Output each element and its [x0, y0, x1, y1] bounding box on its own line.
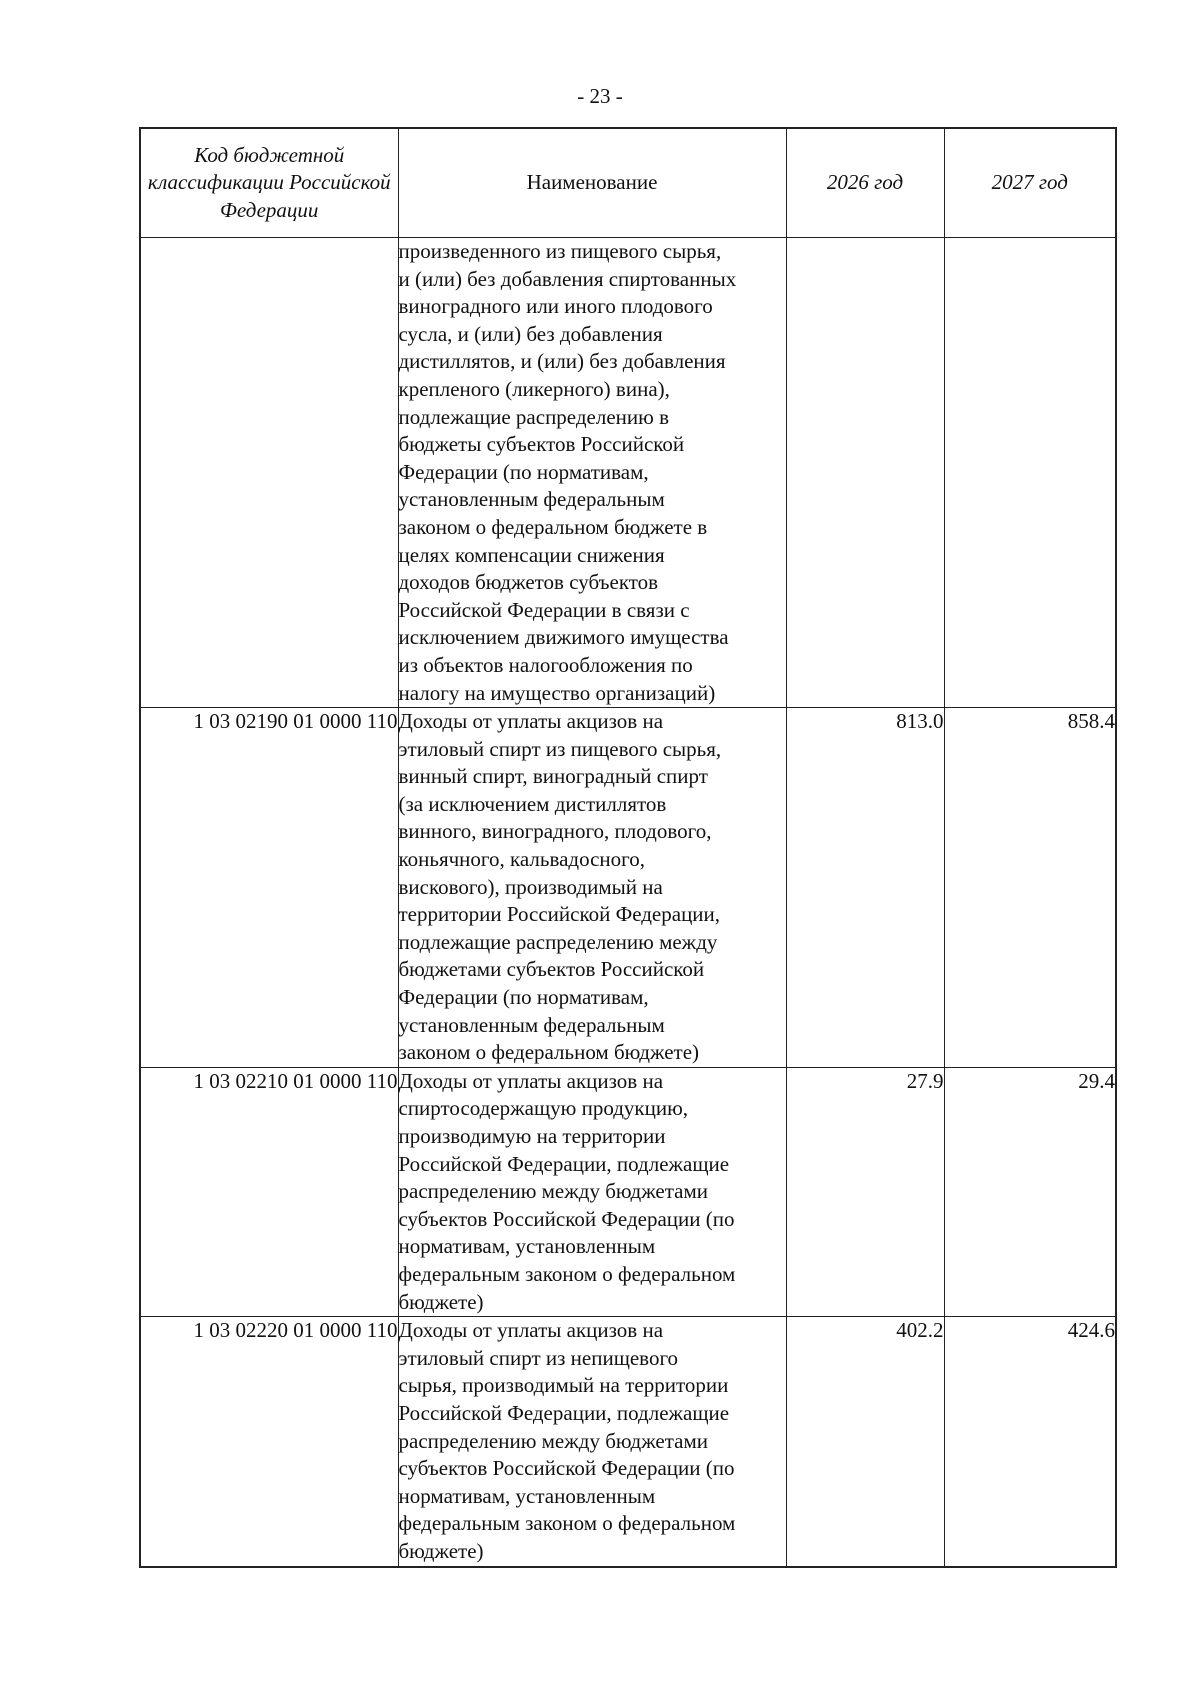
name-line: произведенного из пищевого сырья,	[398, 239, 722, 263]
table-row	[140, 1317, 1116, 1567]
row-value-2026	[786, 238, 944, 708]
name-line: из объектов налогообложения по	[398, 652, 693, 677]
name-line: Федерации (по нормативам,	[398, 985, 649, 1010]
header-code: Код бюджетной классификации Российской Федерации	[140, 128, 398, 238]
name-line: виноградного или иного плодового	[398, 294, 713, 319]
row-code: 1 03 02220 01 0000 110	[140, 1317, 398, 1567]
name-line: бюджете)	[398, 1289, 484, 1314]
name-line: бюджете)	[398, 1538, 484, 1563]
row-code	[140, 238, 398, 708]
name-line: целях компенсации снижения	[398, 542, 665, 567]
row-value-2027	[944, 238, 1116, 708]
name-line: исключением движимого имущества	[398, 625, 729, 650]
name-line: нормативам, установленным	[398, 1483, 656, 1508]
name-line: доходов бюджетов субъектов	[398, 570, 659, 595]
name-line: федеральным законом о федеральном	[398, 1261, 736, 1286]
name-line: этиловый спирт из непищевого	[398, 1345, 679, 1370]
name-line: и (или) без добавления спиртованных	[398, 266, 737, 291]
name-line: (за исключением дистиллятов	[398, 791, 667, 816]
row-name	[398, 1067, 786, 1316]
row-value-2026: 27.9	[786, 1067, 944, 1316]
name-line: Российской Федерации, подлежащие	[398, 1400, 730, 1425]
row-name	[398, 1317, 786, 1567]
name-line: федеральным законом о федеральном	[398, 1511, 736, 1536]
name-line: законом о федеральном бюджете в	[398, 514, 708, 539]
header-2026: 2026 год	[786, 128, 944, 238]
name-line: Российской Федерации в связи с	[398, 597, 690, 622]
name-line: сусла, и (или) без добавления	[398, 321, 663, 346]
row-code: 1 03 02210 01 0000 110	[140, 1067, 398, 1316]
name-line: распределению между бюджетами	[398, 1428, 709, 1453]
name-line: установленным федеральным	[398, 1012, 665, 1037]
row-value-2026: 402.2	[786, 1317, 944, 1567]
name-line: Доходы от уплаты акцизов на	[398, 1318, 664, 1343]
name-line: подлежащие распределению между	[398, 929, 718, 954]
row-value-2027: 424.6	[944, 1317, 1116, 1567]
name-line: Российской Федерации, подлежащие	[398, 1151, 730, 1176]
table-row	[140, 1067, 1116, 1316]
name-line: дистиллятов, и (или) без добавления	[398, 349, 726, 374]
name-line: сырья, производимый на территории	[398, 1373, 729, 1398]
name-line: винный спирт, виноградный спирт	[398, 764, 708, 789]
name-line: субъектов Российской Федерации (по	[398, 1206, 735, 1231]
budget-table	[139, 127, 1117, 1568]
name-line: крепленого (ликерного) вина),	[398, 376, 670, 401]
row-value-2027: 858.4	[944, 708, 1116, 1068]
name-line: подлежащие распределению в	[398, 404, 669, 429]
name-line: законом о федеральном бюджете)	[398, 1040, 700, 1065]
name-line: производимую на территории	[398, 1124, 666, 1148]
name-line: распределению между бюджетами	[398, 1179, 709, 1204]
name-line: установленным федеральным	[398, 487, 665, 512]
name-line: Федерации (по нормативам,	[398, 459, 649, 484]
name-line: нормативам, установленным	[398, 1234, 656, 1259]
name-line: бюджеты субъектов Российской	[398, 432, 685, 457]
row-name	[398, 708, 786, 1068]
name-line: вискового), производимый на	[398, 874, 663, 899]
name-line: коньячного, кальвадосного,	[398, 847, 646, 872]
table-row	[140, 708, 1116, 1068]
name-line: винного, виноградного, плодового,	[398, 819, 712, 844]
name-line: территории Российской Федерации,	[398, 902, 721, 927]
name-line: этиловый спирт из пищевого сырья,	[398, 736, 722, 761]
table-header-row	[140, 128, 1116, 238]
name-line: Доходы от уплаты акцизов на	[398, 1068, 664, 1093]
row-code: 1 03 02190 01 0000 110	[140, 708, 398, 1068]
header-2027: 2027 год	[944, 128, 1116, 238]
table-row	[140, 238, 1116, 708]
name-line: бюджетами субъектов Российской	[398, 957, 705, 982]
row-value-2027: 29.4	[944, 1067, 1116, 1316]
name-line: налогу на имущество организаций)	[398, 680, 716, 705]
name-line: субъектов Российской Федерации (по	[398, 1456, 735, 1481]
page-number: - 23 -	[577, 84, 623, 108]
name-line: спиртосодержащую продукцию,	[398, 1096, 689, 1121]
header-name: Наименование	[398, 128, 786, 238]
row-value-2026: 813.0	[786, 708, 944, 1068]
name-line: Доходы от уплаты акцизов на	[398, 709, 664, 734]
row-name	[398, 238, 786, 708]
